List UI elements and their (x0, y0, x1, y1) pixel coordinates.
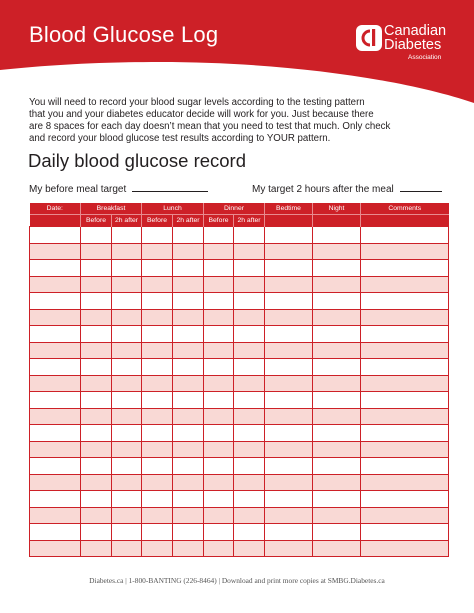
log-entry-cell[interactable] (313, 524, 361, 541)
logo-wordmark (384, 24, 446, 52)
log-entry-cell[interactable] (265, 293, 313, 310)
log-entry-cell[interactable] (313, 392, 361, 409)
log-entry-cell[interactable] (112, 359, 142, 376)
cda-logo-icon (356, 25, 382, 51)
log-entry-cell[interactable] (30, 309, 81, 326)
log-entry-cell[interactable] (142, 260, 173, 277)
log-entry-cell[interactable] (313, 359, 361, 376)
log-entry-cell[interactable] (234, 458, 265, 475)
log-entry-cell[interactable] (142, 425, 173, 442)
log-entry-cell[interactable] (234, 260, 265, 277)
log-entry-cell[interactable] (173, 524, 204, 541)
log-entry-cell[interactable] (204, 243, 234, 260)
log-entry-cell[interactable] (204, 342, 234, 359)
log-entry-cell[interactable] (142, 342, 173, 359)
log-entry-cell[interactable] (265, 227, 313, 244)
log-entry-cell[interactable] (361, 491, 449, 508)
log-body (30, 227, 449, 557)
log-entry-cell[interactable] (313, 293, 361, 310)
log-entry-cell[interactable] (313, 425, 361, 442)
log-entry-cell[interactable] (361, 243, 449, 260)
log-entry-cell[interactable] (142, 441, 173, 458)
log-entry-cell[interactable] (142, 359, 173, 376)
log-entry-cell[interactable] (142, 392, 173, 409)
log-entry-cell[interactable] (313, 243, 361, 260)
log-entry-cell[interactable] (265, 375, 313, 392)
log-entry-cell[interactable] (112, 243, 142, 260)
log-entry-cell[interactable] (173, 507, 204, 524)
log-entry-cell[interactable] (30, 474, 81, 491)
log-entry-cell[interactable] (112, 260, 142, 277)
log-entry-cell[interactable] (112, 342, 142, 359)
log-entry-cell[interactable] (234, 243, 265, 260)
before-meal-target-label: My before meal target (29, 184, 127, 195)
col-breakfast: Breakfast (81, 203, 142, 215)
log-entry-cell[interactable] (30, 276, 81, 293)
log-entry-cell[interactable] (112, 441, 142, 458)
log-entry-cell[interactable] (142, 375, 173, 392)
log-entry-cell[interactable] (234, 342, 265, 359)
log-entry-cell[interactable] (30, 408, 81, 425)
col-bedtime: Bedtime (265, 203, 313, 215)
log-entry-cell[interactable] (142, 507, 173, 524)
log-entry-cell[interactable] (112, 524, 142, 541)
log-entry-cell[interactable] (234, 375, 265, 392)
log-entry-cell[interactable] (81, 441, 112, 458)
log-entry-cell[interactable] (81, 342, 112, 359)
log-entry-cell[interactable] (265, 524, 313, 541)
log-entry-cell[interactable] (265, 342, 313, 359)
log-entry-cell[interactable] (361, 293, 449, 310)
log-entry-cell[interactable] (81, 540, 112, 557)
col-night: Night (313, 203, 361, 215)
log-entry-cell[interactable] (173, 425, 204, 442)
logo-line-3: Association (408, 54, 442, 61)
log-entry-cell[interactable] (81, 309, 112, 326)
log-entry-cell[interactable] (142, 540, 173, 557)
log-entry-cell[interactable] (361, 359, 449, 376)
log-entry-cell[interactable] (30, 326, 81, 343)
subcol-breakfast-before: Before (81, 215, 112, 227)
log-entry-cell[interactable] (30, 260, 81, 277)
log-entry-cell[interactable] (81, 425, 112, 442)
log-entry-cell[interactable] (361, 425, 449, 442)
log-entry-cell[interactable] (30, 392, 81, 409)
log-entry-cell[interactable] (173, 392, 204, 409)
log-entry-cell[interactable] (265, 441, 313, 458)
log-entry-cell[interactable] (112, 309, 142, 326)
log-entry-cell[interactable] (81, 243, 112, 260)
log-entry-cell[interactable] (30, 227, 81, 244)
subcol-bedtime-blank (265, 215, 313, 227)
intro-line: and record your blood glucose test results according to YOUR pattern. (29, 133, 331, 144)
log-entry-cell[interactable] (204, 408, 234, 425)
log-entry-cell[interactable] (361, 507, 449, 524)
log-entry-cell[interactable] (173, 474, 204, 491)
log-entry-cell[interactable] (204, 474, 234, 491)
log-entry-cell[interactable] (81, 458, 112, 475)
col-comments: Comments (361, 203, 449, 215)
table-row (30, 458, 449, 475)
log-entry-cell[interactable] (234, 425, 265, 442)
table-row (30, 392, 449, 409)
col-dinner: Dinner (204, 203, 265, 215)
log-entry-cell[interactable] (204, 326, 234, 343)
log-entry-cell[interactable] (313, 441, 361, 458)
table-row (30, 359, 449, 376)
log-entry-cell[interactable] (234, 326, 265, 343)
subcol-date-blank (30, 215, 81, 227)
log-entry-cell[interactable] (234, 227, 265, 244)
log-entry-cell[interactable] (361, 458, 449, 475)
table-row (30, 441, 449, 458)
log-entry-cell[interactable] (313, 458, 361, 475)
subcol-night-blank (313, 215, 361, 227)
log-entry-cell[interactable] (173, 227, 204, 244)
log-entry-cell[interactable] (204, 491, 234, 508)
log-entry-cell[interactable] (142, 491, 173, 508)
log-entry-cell[interactable] (30, 524, 81, 541)
log-entry-cell[interactable] (234, 392, 265, 409)
table-row (30, 524, 449, 541)
log-entry-cell[interactable] (234, 474, 265, 491)
table-row (30, 425, 449, 442)
after-meal-target-label: My target 2 hours after the meal (252, 184, 394, 195)
log-entry-cell[interactable] (81, 227, 112, 244)
subcol-breakfast-after: 2h after (112, 215, 142, 227)
table-row (30, 227, 449, 244)
log-entry-cell[interactable] (234, 491, 265, 508)
intro-line: are 8 spaces for each day doesn’t mean that you need to test that much. Only check (29, 121, 391, 132)
log-entry-cell[interactable] (81, 408, 112, 425)
logo-line-2: Diabetes (384, 37, 442, 53)
after-meal-target (252, 181, 442, 195)
log-entry-cell[interactable] (204, 276, 234, 293)
subcol-dinner-before: Before (204, 215, 234, 227)
log-entry-cell[interactable] (173, 441, 204, 458)
log-entry-cell[interactable] (142, 474, 173, 491)
before-meal-target (29, 181, 208, 195)
log-entry-cell[interactable] (142, 408, 173, 425)
log-entry-cell[interactable] (204, 260, 234, 277)
log-entry-cell[interactable] (361, 326, 449, 343)
log-entry-cell[interactable] (361, 342, 449, 359)
log-entry-cell[interactable] (81, 474, 112, 491)
log-entry-cell[interactable] (234, 309, 265, 326)
log-entry-cell[interactable] (265, 408, 313, 425)
log-entry-cell[interactable] (81, 326, 112, 343)
log-entry-cell[interactable] (204, 359, 234, 376)
table-row (30, 293, 449, 310)
log-entry-cell[interactable] (313, 507, 361, 524)
log-entry-cell[interactable] (30, 507, 81, 524)
log-entry-cell[interactable] (30, 243, 81, 260)
log-entry-cell[interactable] (361, 276, 449, 293)
log-entry-cell[interactable] (361, 260, 449, 277)
log-entry-cell[interactable] (313, 408, 361, 425)
log-entry-cell[interactable] (313, 375, 361, 392)
log-entry-cell[interactable] (265, 309, 313, 326)
table-row (30, 326, 449, 343)
log-entry-cell[interactable] (313, 540, 361, 557)
log-entry-cell[interactable] (173, 309, 204, 326)
log-entry-cell[interactable] (361, 392, 449, 409)
log-entry-cell[interactable] (173, 408, 204, 425)
log-entry-cell[interactable] (361, 524, 449, 541)
log-entry-cell[interactable] (81, 359, 112, 376)
log-entry-cell[interactable] (204, 309, 234, 326)
log-entry-cell[interactable] (30, 293, 81, 310)
table-row (30, 474, 449, 491)
log-entry-cell[interactable] (361, 408, 449, 425)
log-entry-cell[interactable] (234, 408, 265, 425)
log-entry-cell[interactable] (81, 375, 112, 392)
log-entry-cell[interactable] (112, 326, 142, 343)
log-entry-cell[interactable] (361, 540, 449, 557)
log-entry-cell[interactable] (81, 276, 112, 293)
after-meal-target-blank[interactable] (400, 181, 442, 192)
log-entry-cell[interactable] (30, 342, 81, 359)
log-entry-cell[interactable] (313, 227, 361, 244)
glucose-log-table (29, 203, 449, 557)
log-entry-cell[interactable] (112, 408, 142, 425)
log-entry-cell[interactable] (265, 474, 313, 491)
log-entry-cell[interactable] (30, 441, 81, 458)
log-entry-cell[interactable] (204, 425, 234, 442)
intro-line: that you and your diabetes educator decide will work for you. Just because there (29, 109, 374, 120)
table-row (30, 243, 449, 260)
log-entry-cell[interactable] (361, 474, 449, 491)
col-lunch: Lunch (142, 203, 204, 215)
log-entry-cell[interactable] (173, 276, 204, 293)
log-entry-cell[interactable] (142, 309, 173, 326)
log-entry-cell[interactable] (30, 458, 81, 475)
log-entry-cell[interactable] (81, 260, 112, 277)
log-entry-cell[interactable] (112, 507, 142, 524)
log-entry-cell[interactable] (204, 507, 234, 524)
section-heading: Daily blood glucose record (28, 150, 247, 171)
log-entry-cell[interactable] (234, 540, 265, 557)
intro-line: You will need to record your blood sugar levels according to the testing pattern (29, 97, 365, 108)
log-entry-cell[interactable] (234, 441, 265, 458)
log-entry-cell[interactable] (313, 474, 361, 491)
log-entry-cell[interactable] (265, 276, 313, 293)
table-row (30, 408, 449, 425)
subcol-lunch-before: Before (142, 215, 173, 227)
log-entry-cell[interactable] (112, 491, 142, 508)
log-entry-cell[interactable] (173, 359, 204, 376)
log-entry-cell[interactable] (265, 260, 313, 277)
log-entry-cell[interactable] (204, 458, 234, 475)
table-row (30, 491, 449, 508)
log-entry-cell[interactable] (173, 491, 204, 508)
log-entry-cell[interactable] (313, 309, 361, 326)
log-entry-cell[interactable] (234, 507, 265, 524)
log-entry-cell[interactable] (142, 227, 173, 244)
log-entry-cell[interactable] (173, 540, 204, 557)
log-entry-cell[interactable] (265, 425, 313, 442)
page-title: Blood Glucose Log (29, 22, 219, 47)
log-entry-cell[interactable] (142, 293, 173, 310)
table-row (30, 540, 449, 557)
log-entry-cell[interactable] (265, 491, 313, 508)
subcol-dinner-after: 2h after (234, 215, 265, 227)
log-entry-cell[interactable] (265, 507, 313, 524)
log-entry-cell[interactable] (112, 425, 142, 442)
subcol-lunch-after: 2h after (173, 215, 204, 227)
log-entry-cell[interactable] (112, 276, 142, 293)
table-row (30, 342, 449, 359)
log-entry-cell[interactable] (173, 342, 204, 359)
log-entry-cell[interactable] (81, 524, 112, 541)
log-entry-cell[interactable] (173, 458, 204, 475)
log-entry-cell[interactable] (81, 392, 112, 409)
col-date: Date: (30, 203, 81, 215)
log-entry-cell[interactable] (142, 243, 173, 260)
log-entry-cell[interactable] (112, 474, 142, 491)
log-entry-cell[interactable] (112, 540, 142, 557)
log-entry-cell[interactable] (265, 392, 313, 409)
log-entry-cell[interactable] (361, 375, 449, 392)
log-entry-cell[interactable] (204, 441, 234, 458)
log-entry-cell[interactable] (30, 375, 81, 392)
log-entry-cell[interactable] (30, 425, 81, 442)
log-entry-cell[interactable] (234, 359, 265, 376)
table-row (30, 309, 449, 326)
log-entry-cell[interactable] (313, 260, 361, 277)
table-row (30, 375, 449, 392)
log-entry-cell[interactable] (313, 342, 361, 359)
log-entry-cell[interactable] (204, 392, 234, 409)
log-entry-cell[interactable] (313, 276, 361, 293)
log-entry-cell[interactable] (361, 309, 449, 326)
log-entry-cell[interactable] (265, 458, 313, 475)
log-entry-cell[interactable] (204, 293, 234, 310)
subcol-comments-blank (361, 215, 449, 227)
log-entry-cell[interactable] (234, 276, 265, 293)
log-entry-cell[interactable] (30, 359, 81, 376)
log-entry-cell[interactable] (265, 326, 313, 343)
log-entry-cell[interactable] (361, 441, 449, 458)
log-entry-cell[interactable] (173, 326, 204, 343)
log-entry-cell[interactable] (204, 227, 234, 244)
log-entry-cell[interactable] (204, 375, 234, 392)
log-entry-cell[interactable] (173, 260, 204, 277)
log-entry-cell[interactable] (112, 458, 142, 475)
log-entry-cell[interactable] (142, 276, 173, 293)
log-entry-cell[interactable] (173, 375, 204, 392)
log-entry-cell[interactable] (142, 458, 173, 475)
table-row (30, 507, 449, 524)
cda-logo (356, 24, 466, 64)
log-entry-cell[interactable] (142, 326, 173, 343)
log-entry-cell[interactable] (142, 524, 173, 541)
log-entry-cell[interactable] (204, 524, 234, 541)
log-entry-cell[interactable] (81, 507, 112, 524)
log-entry-cell[interactable] (112, 293, 142, 310)
log-entry-cell[interactable] (313, 491, 361, 508)
log-entry-cell[interactable] (173, 243, 204, 260)
log-entry-cell[interactable] (265, 243, 313, 260)
log-entry-cell[interactable] (265, 540, 313, 557)
log-entry-cell[interactable] (204, 540, 234, 557)
logo-line-1: Canadian (384, 23, 447, 39)
log-entry-cell[interactable] (112, 227, 142, 244)
log-entry-cell[interactable] (234, 293, 265, 310)
log-entry-cell[interactable] (81, 491, 112, 508)
before-meal-target-blank[interactable] (132, 181, 208, 192)
log-entry-cell[interactable] (361, 227, 449, 244)
log-entry-cell[interactable] (112, 392, 142, 409)
log-entry-cell[interactable] (30, 540, 81, 557)
log-entry-cell[interactable] (81, 293, 112, 310)
log-entry-cell[interactable] (313, 326, 361, 343)
log-entry-cell[interactable] (234, 524, 265, 541)
footer-contact: Diabetes.ca | 1-800-BANTING (226-8464) | Download and print more copies at SMBG.Diabetes.ca (89, 576, 385, 585)
log-entry-cell[interactable] (112, 375, 142, 392)
log-entry-cell[interactable] (265, 359, 313, 376)
table-row (30, 276, 449, 293)
log-entry-cell[interactable] (30, 491, 81, 508)
intro-paragraph (29, 97, 449, 145)
log-entry-cell[interactable] (173, 293, 204, 310)
table-row (30, 260, 449, 277)
